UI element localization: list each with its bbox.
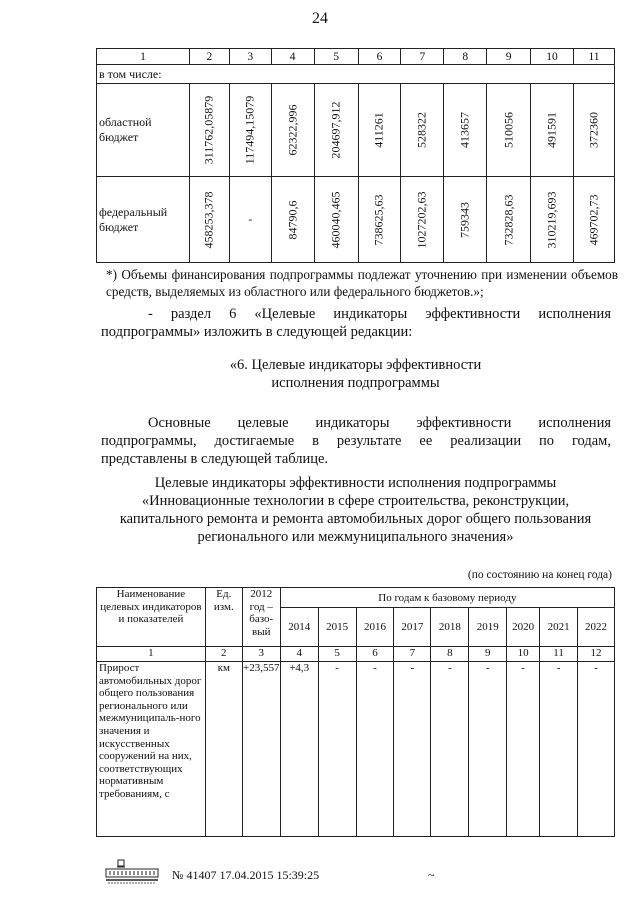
table-cell: 62322,996: [285, 104, 300, 156]
year-header: 2016: [356, 608, 394, 647]
column-number: 9: [469, 647, 507, 662]
header-cell: 6: [358, 49, 401, 65]
table-cell: 1027202,63: [414, 191, 429, 248]
header-cell: 5: [314, 49, 358, 65]
section-heading-line-2: исполнения подпрограммы: [271, 375, 440, 391]
page-number: 24: [312, 10, 328, 27]
header-cell: 3: [229, 49, 271, 65]
year-header: 2021: [540, 608, 578, 647]
paragraph-line-1: Основные целевые индикаторы эффективности исполнения: [148, 415, 611, 431]
table-cell: 310219,693: [544, 191, 559, 248]
column-number: 7: [394, 647, 431, 662]
table-row: [97, 84, 615, 177]
header-cell: 9: [487, 49, 531, 65]
indicator-base: +23,557: [242, 662, 280, 837]
footnote: *) Объемы финансирования подпрограммы подлежат уточнению при изменении объемов средств, выделяемых из областного или федерального бюджетов.»;: [106, 267, 618, 299]
table-cell: 311762,05879: [201, 95, 216, 165]
year-header: 2018: [431, 608, 469, 647]
footer-stamp: № 41407 17.04.2015 15:39:25: [172, 868, 320, 882]
table-cell: -: [318, 662, 356, 837]
table-cell: 458253,378: [201, 191, 216, 248]
table-row: [97, 662, 615, 837]
table-cell: 738625,63: [371, 194, 386, 245]
registry-stamp-icon: [104, 858, 164, 893]
table-cell: 117494,15079: [242, 95, 257, 165]
column-number: 11: [540, 647, 578, 662]
year-header: 2015: [318, 608, 356, 647]
table-cell: 413657: [457, 112, 472, 148]
year-header: 2022: [578, 608, 615, 647]
year-header: 2020: [507, 608, 540, 647]
table-title-line: капитального ремонта и ремонта автомобильных дорог общего пользования: [119, 511, 592, 527]
indicator-name: Прирост автомобильных дорог общего пользования регионального или межмуниципаль-ного значения и искусственных сооружений на них, соответствующих нормативным требованиям, с: [97, 662, 206, 837]
column-number: 10: [507, 647, 540, 662]
table-row: [97, 65, 615, 84]
column-number: 4: [280, 647, 318, 662]
indicators-table: [96, 587, 615, 837]
paragraph-line-2: подпрограммы, достигаемые в результате ее реализации по годам,: [101, 433, 611, 449]
column-number-row: [97, 647, 615, 662]
header-cell: 8: [444, 49, 487, 65]
table-cell: 372360: [586, 112, 601, 148]
table-cell: +4,3: [280, 662, 318, 837]
indicator-unit: км: [205, 662, 242, 837]
table-cell: -: [229, 177, 271, 263]
table-cell: -: [356, 662, 394, 837]
year-header: 2017: [394, 608, 431, 647]
year-header: 2014: [280, 608, 318, 647]
header-cell: 11: [573, 49, 614, 65]
section-intro-line-2: подпрограммы» изложить в следующей редакции:: [101, 324, 413, 340]
table-cell: 491591: [544, 112, 559, 148]
header-cell: 1: [97, 49, 190, 65]
column-number: 8: [431, 647, 469, 662]
table-cell: -: [540, 662, 578, 837]
column-number: 6: [356, 647, 394, 662]
footer-mark: ~: [428, 868, 435, 882]
header-cell: 2: [189, 49, 229, 65]
table-cell: 411261: [371, 112, 386, 148]
col-unit-header: Ед. изм.: [205, 588, 242, 647]
table-title-line: «Инновационные технологии в сфере строительства, реконструкции,: [141, 493, 570, 509]
column-number: 5: [318, 647, 356, 662]
column-number: 3: [242, 647, 280, 662]
status-note: (по состоянию на конец года): [467, 569, 612, 581]
header-cell: 4: [271, 49, 314, 65]
table-cell: -: [469, 662, 507, 837]
table-cell: -: [431, 662, 469, 837]
col-base-header: 2012 год – базо-вый: [242, 588, 280, 647]
table-cell: 759343: [457, 201, 472, 238]
row-label: областной бюджет: [97, 84, 190, 177]
table-cell: 528322: [414, 112, 429, 148]
table-cell: 732828,63: [501, 194, 516, 245]
column-number: 12: [578, 647, 615, 662]
table-title-line: Целевые индикаторы эффективности исполнения подпрограммы: [154, 475, 557, 491]
table-header-row: [97, 49, 615, 65]
row-label: федеральный бюджет: [97, 177, 190, 263]
table-cell: 84790,6: [285, 200, 300, 239]
section-label: в том числе:: [97, 65, 615, 84]
financing-table: [96, 48, 615, 263]
paragraph-line-3: представлены в следующей таблице.: [101, 451, 329, 467]
table-cell: -: [507, 662, 540, 837]
table-cell: 510056: [501, 112, 516, 148]
table-cell: 469702,73: [586, 194, 601, 245]
table-cell: -: [578, 662, 615, 837]
column-number: 2: [205, 647, 242, 662]
section-intro-line-1: - раздел 6 «Целевые индикаторы эффективности исполнения: [148, 306, 611, 322]
table-row: [97, 177, 615, 263]
column-number: 1: [97, 647, 206, 662]
table-cell: -: [394, 662, 431, 837]
table-title-line: регионального или межмуниципального значения»: [197, 529, 514, 545]
header-cell: 7: [401, 49, 444, 65]
header-cell: 10: [531, 49, 574, 65]
table-cell: 460040,465: [328, 191, 343, 248]
table-cell: 204697,912: [328, 101, 343, 159]
col-name-header: Наименование целевых индикаторов и показателей: [97, 588, 206, 647]
year-header: 2019: [469, 608, 507, 647]
years-group-header: По годам к базовому периоду: [280, 588, 614, 608]
section-heading-line-1: «6. Целевые индикаторы эффективности: [229, 357, 482, 373]
